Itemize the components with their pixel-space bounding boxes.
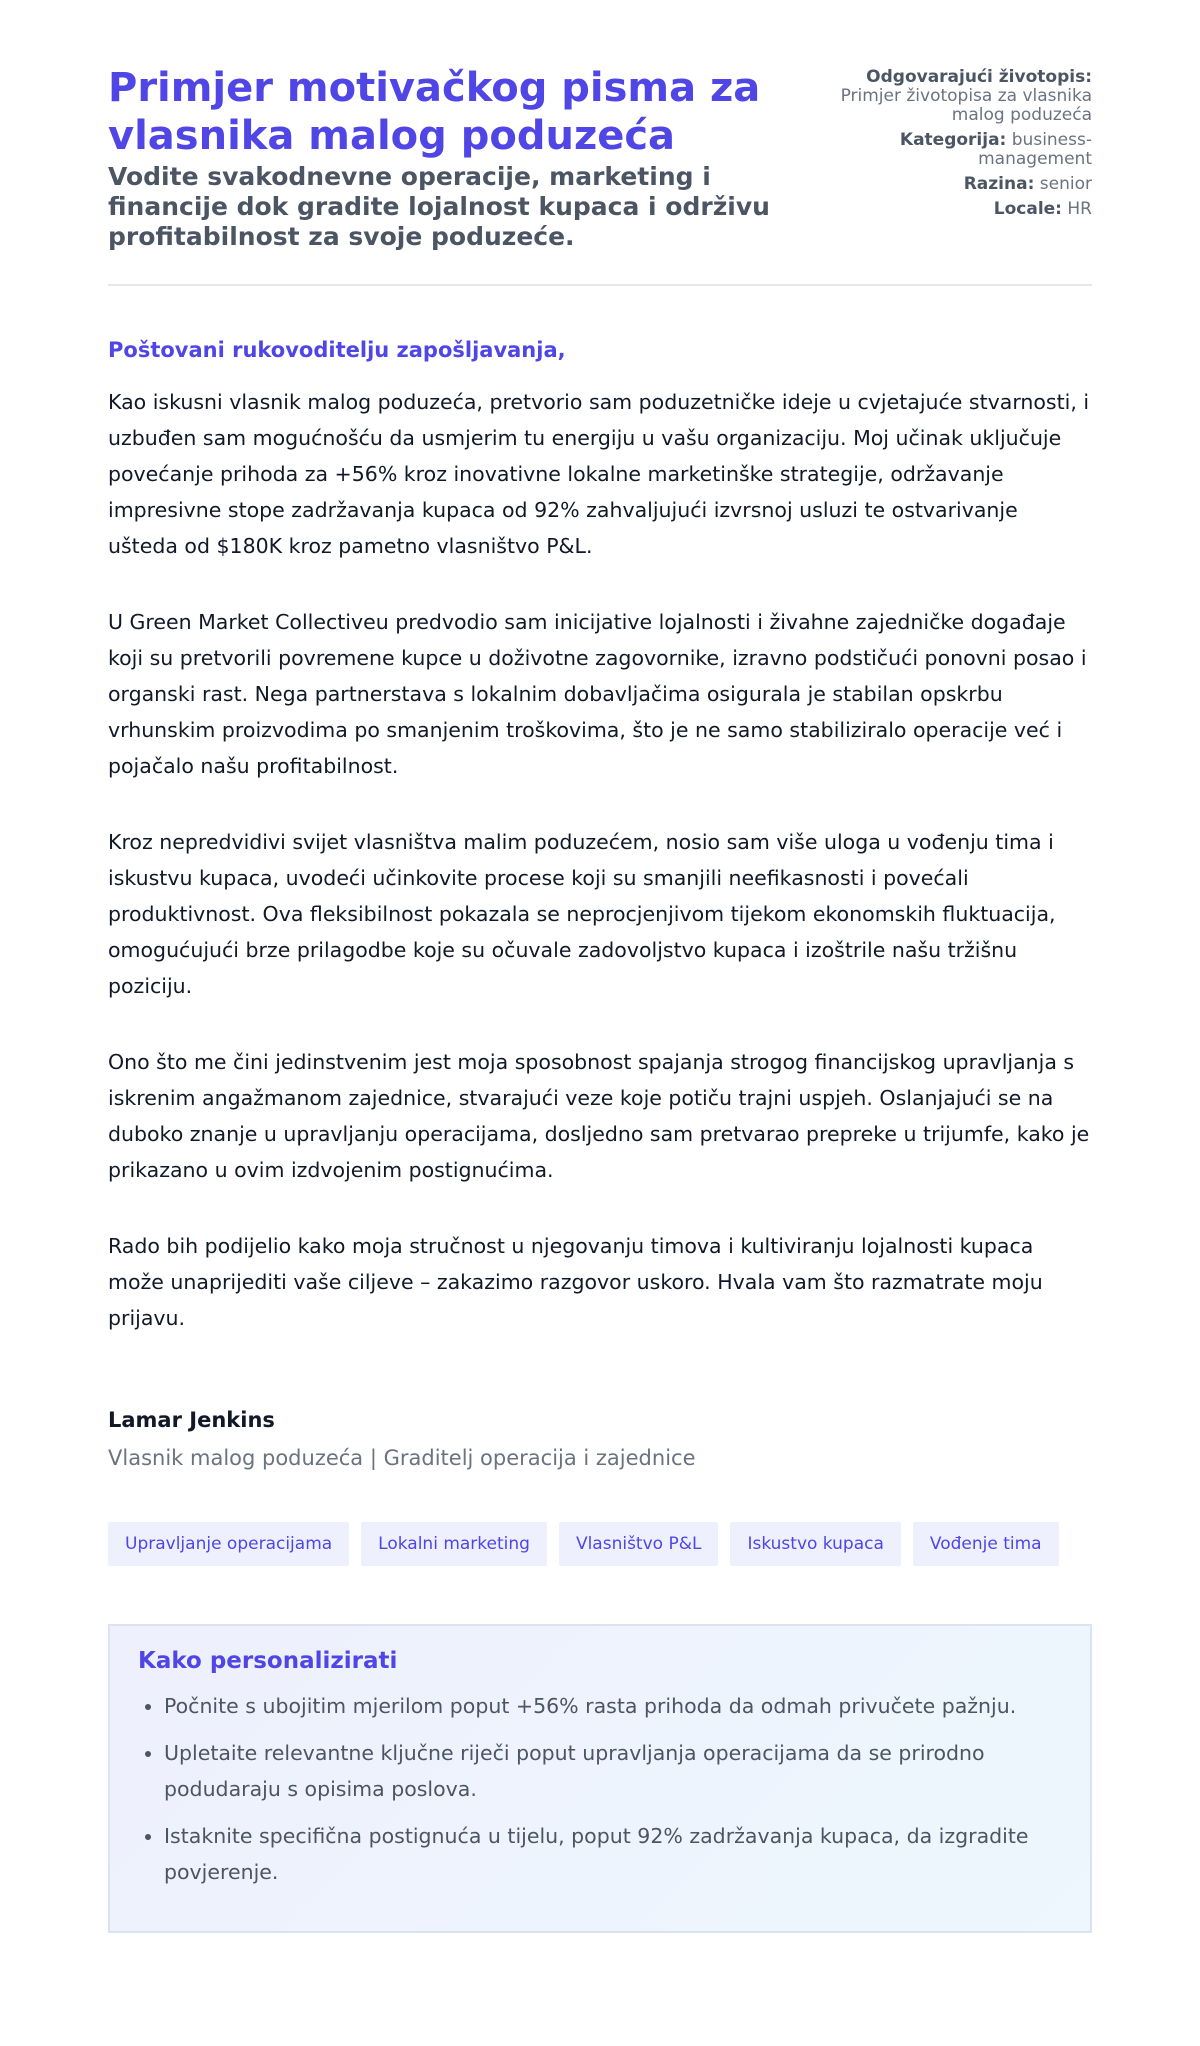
page-subtitle: Vodite svakodnevne operacije, marketing i financije dok gradite lojalnost kupaca i održivu profitabilnost za svoje poduzeće. — [108, 162, 770, 251]
tip-item: • Upletaite relevantne ključne riječi poput upravljanja operacijama da se prirodno podudaraju s opisima poslova. — [164, 1735, 1062, 1807]
skill-tag: Vođenje tima — [913, 1522, 1059, 1566]
letter-paragraph: U Green Market Collectiveu predvodio sam inicijative lojalnosti i živahne zajedničke događaje koji su pretvorili povremene kupce u doživotne zagovornike, izravno podstičući ponovni posao i organski rast. Nega partnerstava s lokalnim dobavljačima osigurala je stabilan opskrbu vrhunskim proizvodima po smanjenim troškovima, što je ne samo stabiliziralo operacije već i pojačalo našu profitabilnost. — [108, 610, 1087, 778]
meta-panel — [832, 64, 1092, 225]
meta-category-value: business-management — [978, 130, 1092, 169]
meta-category-key: Kategorija: — [899, 130, 1007, 150]
meta-locale-value: HR — [1067, 199, 1092, 219]
meta-level — [832, 175, 1092, 194]
meta-resume — [832, 68, 1092, 125]
meta-level-key: Razina: — [963, 174, 1035, 194]
letter-paragraph: Kroz nepredvidivi svijet vlasništva malim poduzećem, nosio sam više uloga u vođenju tima i iskustvu kupaca, uvodeći učinkovite procese koji su smanjili neefikasnosti i povećali produktivnost. Ova fleksibilnost pokazala se neprocjenjivom tijekom ekonomskih fluktuacija, omogućujući brze prilagodbe koje su očuvale zadovoljstvo kupaca i izoštrile našu tržišnu poziciju. — [108, 830, 1056, 998]
tips-title: Kako personalizirati — [138, 1648, 398, 1674]
page-title: Primjer motivačkog pisma za vlasnika malog poduzeća — [108, 65, 761, 159]
skill-tag: Lokalni marketing — [361, 1522, 547, 1566]
meta-locale — [832, 200, 1092, 219]
letter-paragraph: Ono što me čini jedinstvenim jest moja sposobnost spajanja strogog financijskog upravljanja s iskrenim angažmanom zajednice, stvarajući veze koje potiču trajni uspjeh. Oslanjajući se na duboko znanje u upravljanju operacijama, dosljedno sam pretvarao prepreke u trijumfe, kako je prikazano u ovim izdvojenim postignućima. — [108, 1050, 1090, 1182]
personalization-tips-box — [108, 1624, 1092, 1933]
skill-tag: Upravljanje operacijama — [108, 1522, 349, 1566]
meta-level-value: senior — [1039, 174, 1092, 194]
signature-name: Lamar Jenkins — [108, 1408, 275, 1432]
skill-tag: Vlasništvo P&L — [559, 1522, 719, 1566]
letter-paragraph: Rado bih podijelio kako moja stručnost u njegovanju timova i kultiviranju lojalnosti kupaca može unaprijediti vaše ciljeve – zakazimo razgovor uskoro. Hvala vam što razmatrate moju prijavu. — [108, 1234, 1043, 1330]
skill-tags — [108, 1522, 1092, 1566]
letter-salutation: Poštovani rukovoditelju zapošljavanja, — [108, 338, 566, 362]
letter-paragraph: Kao iskusni vlasnik malog poduzeća, pretvorio sam poduzetničke ideje u cvjetajuće stvarnosti, i uzbuđen sam mogućnošću da usmjerim tu energiju u vašu organizaciju. Moj učinak uključuje povećanje prihoda za +56% kroz inovativne lokalne marketinške strategije, održavanje impresivne stope zadržavanja kupaca od 92% zahvaljujući izvrsnoj usluzi te ostvarivanje ušteda od $180K kroz pametno vlasništvo P&L. — [108, 390, 1090, 558]
tips-list — [138, 1688, 1062, 1890]
skill-tag: Iskustvo kupaca — [730, 1522, 900, 1566]
page-header — [108, 64, 1092, 286]
tip-item: • Počnite s ubojitim mjerilom poput +56% rasta prihoda da odmah privučete pažnju. — [164, 1688, 1062, 1724]
meta-category — [832, 131, 1092, 169]
tip-item: • Istaknite specifična postignuća u tijelu, poput 92% zadržavanja kupaca, da izgradite povjerenje. — [164, 1818, 1062, 1890]
meta-locale-key: Locale: — [993, 199, 1062, 219]
header-titles — [108, 64, 798, 252]
meta-resume-value: Primjer životopisa za vlasnika malog poduzeća — [840, 86, 1092, 125]
signature-title: Vlasnik malog poduzeća | Graditelj operacija i zajednice — [108, 1446, 696, 1470]
meta-resume-key: Odgovarajući životopis: — [866, 67, 1092, 87]
letter-body — [108, 384, 1092, 1336]
